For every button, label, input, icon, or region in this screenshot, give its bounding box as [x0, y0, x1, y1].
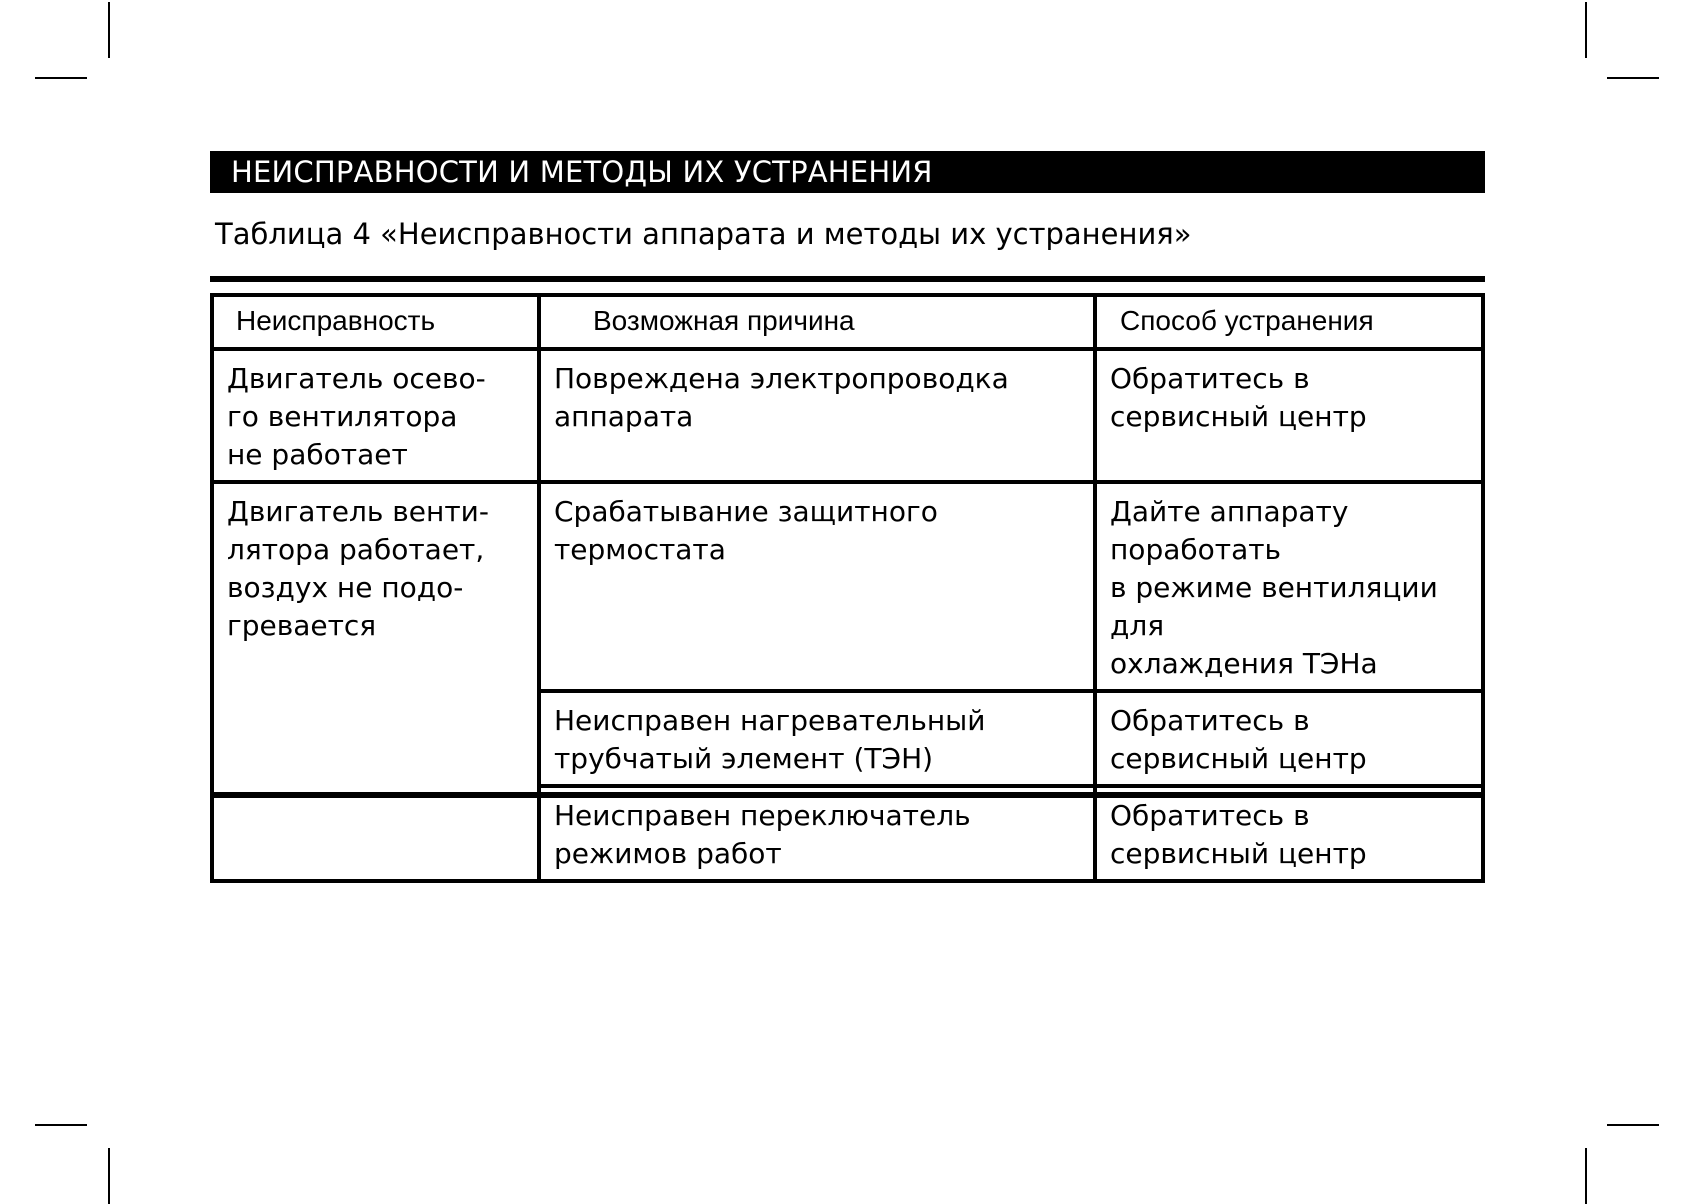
table-bottom-rule — [210, 792, 1485, 798]
table-header-row — [212, 295, 1483, 349]
crop-mark — [35, 77, 87, 79]
table-top-rule — [210, 276, 1485, 282]
crop-mark — [1607, 1124, 1659, 1126]
crop-mark — [108, 2, 110, 58]
cause-cell: Срабатывание защитного термостата — [539, 482, 1095, 691]
fault-cell: Двигатель венти- лятора работает, воздух не подо- гревается — [212, 482, 539, 881]
cause-cell: Неисправен переключатель режимов работ — [539, 786, 1095, 881]
crop-mark — [1585, 1148, 1587, 1204]
remedy-cell: Обратитесь в сервисный центр — [1095, 691, 1483, 786]
remedy-cell: Дайте аппарату поработать в режиме вентиляции для охлаждения ТЭНа — [1095, 482, 1483, 691]
table-row — [212, 349, 1483, 482]
crop-mark — [1585, 2, 1587, 58]
section-title: НЕИСПРАВНОСТИ И МЕТОДЫ ИХ УСТРАНЕНИЯ — [210, 151, 1485, 193]
crop-mark — [1607, 77, 1659, 79]
remedy-cell: Обратитесь в сервисный центр — [1095, 349, 1483, 482]
column-header-cause: Возможная причина — [539, 295, 1095, 349]
fault-cell: Двигатель осево- го вентилятора не работает — [212, 349, 539, 482]
table-row — [212, 482, 1483, 691]
crop-mark — [35, 1124, 87, 1126]
column-header-fault: Неисправность — [212, 295, 539, 349]
cause-cell: Неисправен нагревательный трубчатый элемент (ТЭН) — [539, 691, 1095, 786]
crop-mark — [108, 1148, 110, 1204]
column-header-remedy: Способ устранения — [1095, 295, 1483, 349]
cause-cell: Повреждена электропроводка аппарата — [539, 349, 1095, 482]
remedy-cell: Обратитесь в сервисный центр — [1095, 786, 1483, 881]
table-caption: Таблица 4 «Неисправности аппарата и методы их устранения» — [215, 217, 1192, 251]
